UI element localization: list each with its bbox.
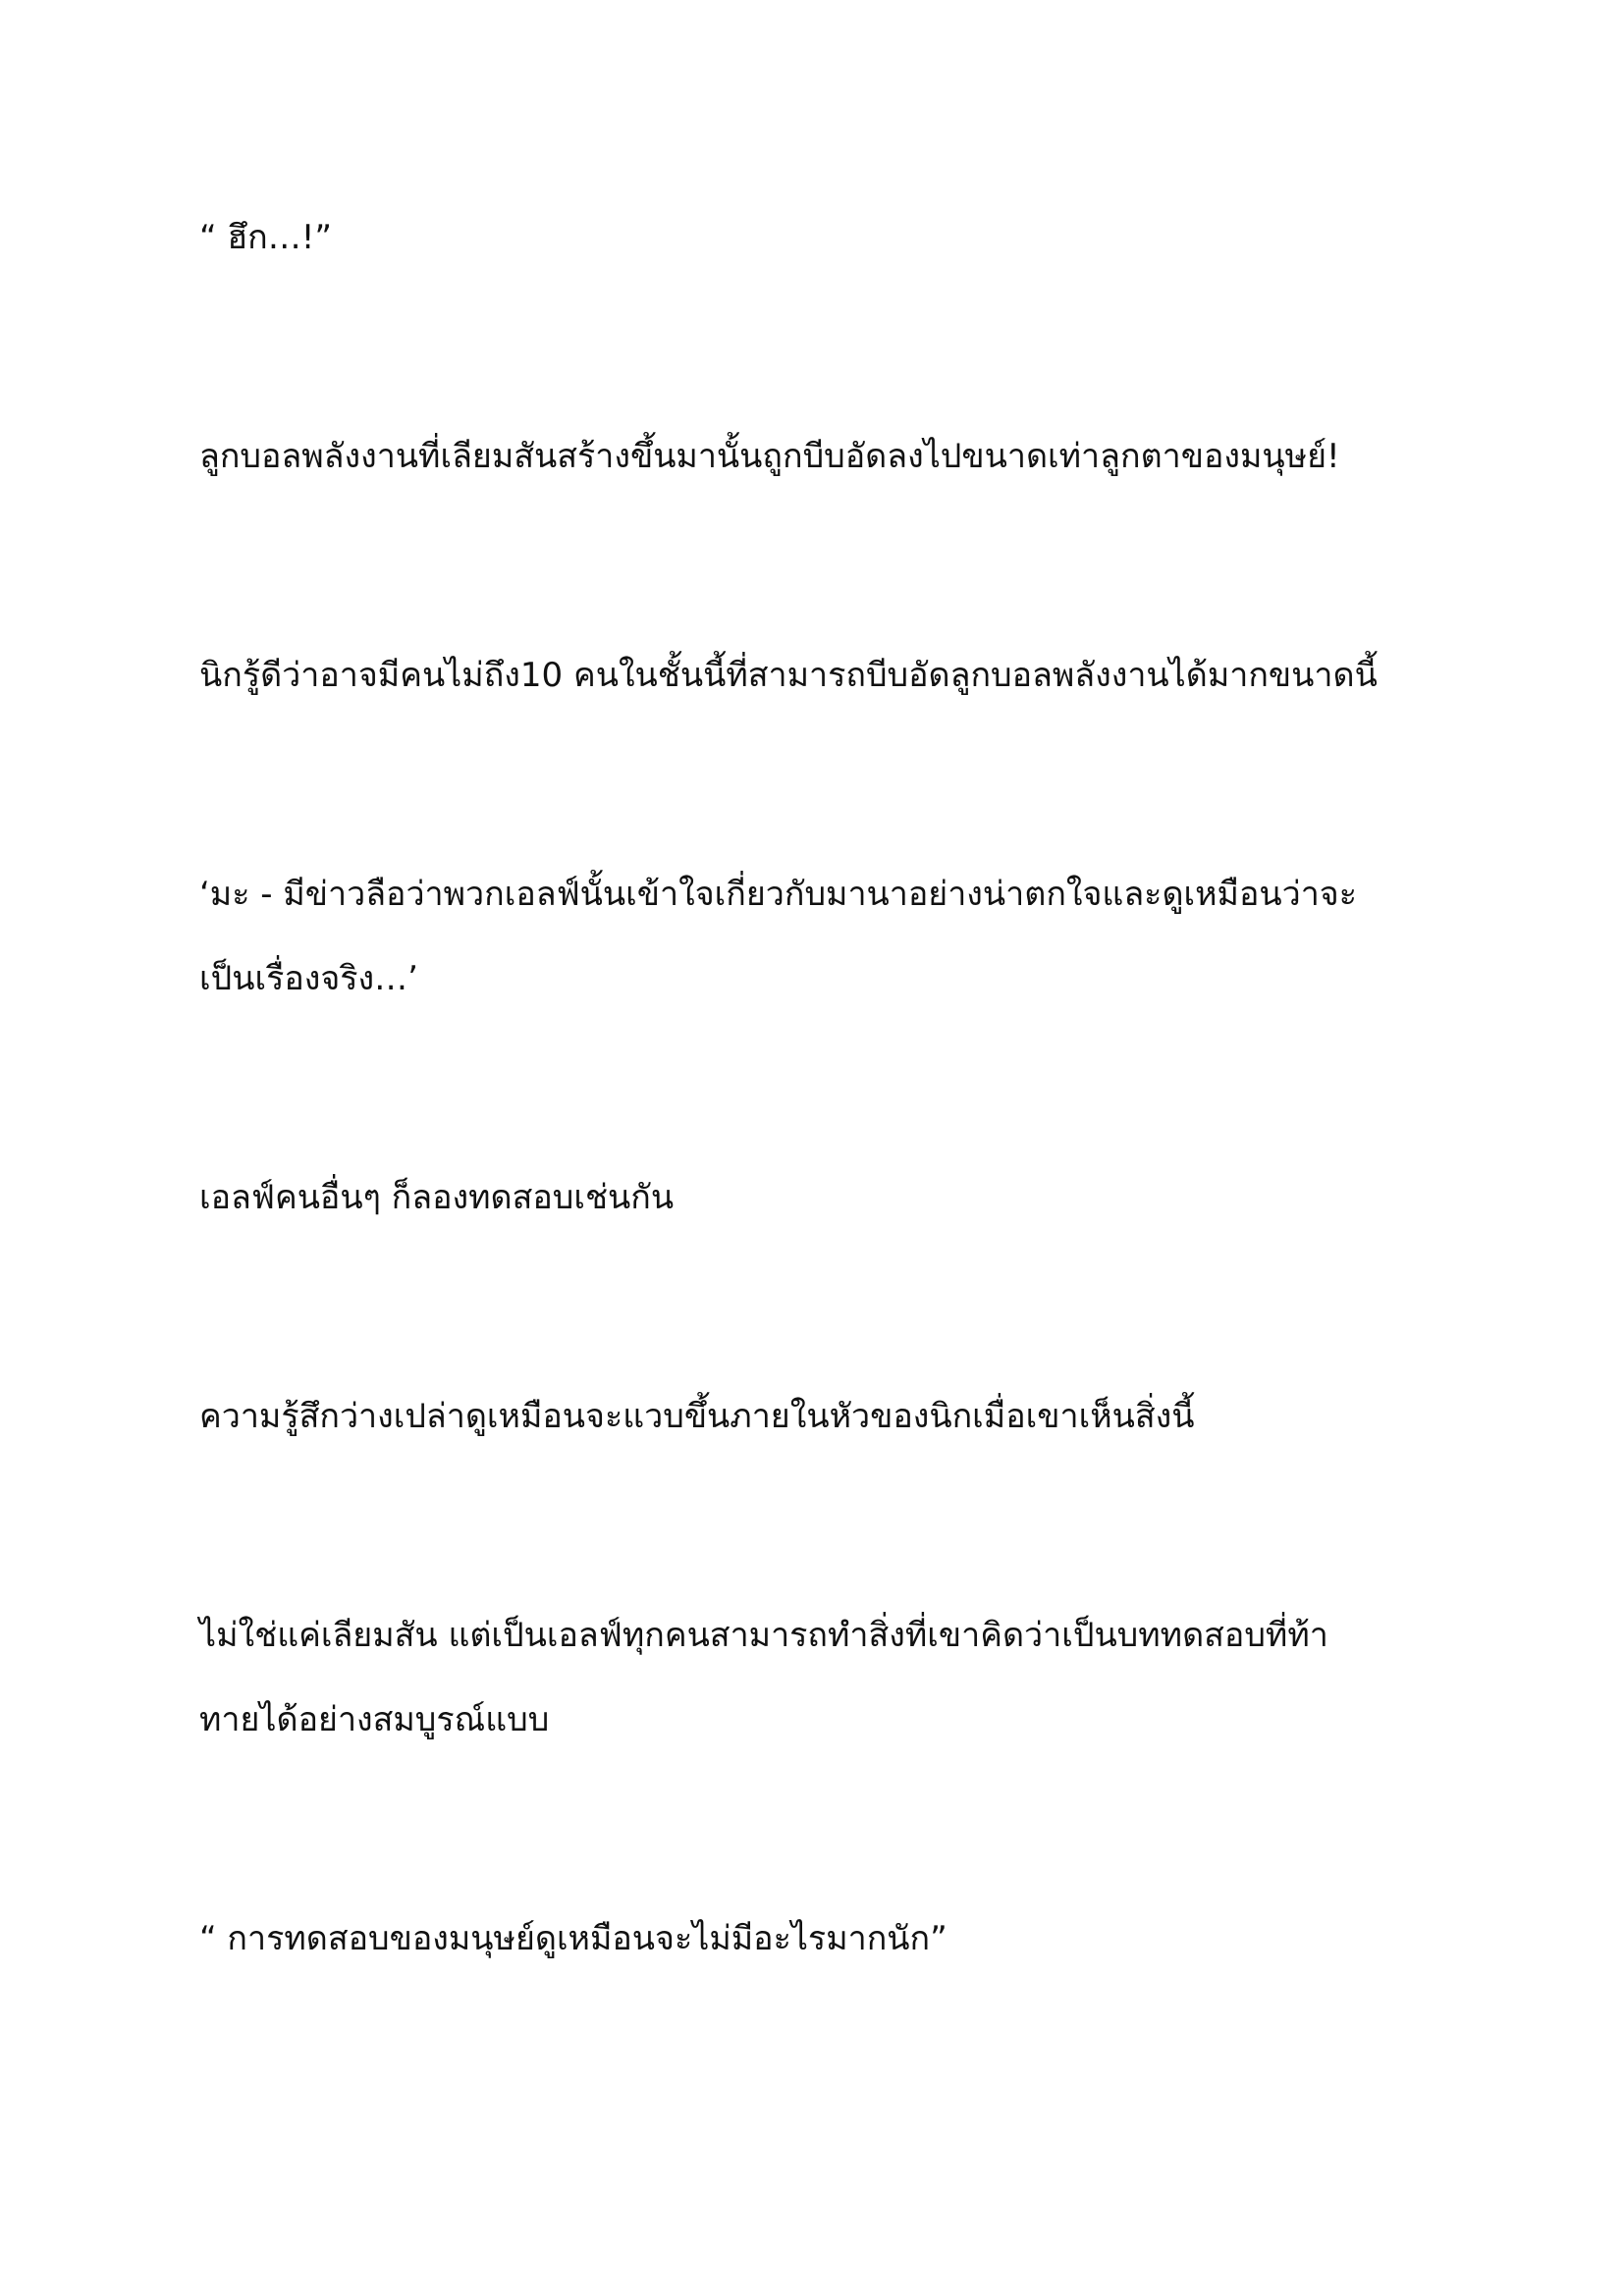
paragraph-line: เป็นเรื่องจริง…’ <box>199 959 418 998</box>
paragraph-2 <box>199 414 1436 499</box>
paragraph-4 <box>199 852 1436 1021</box>
paragraph-line: ทายได้อย่างสมบูรณ์แบบ <box>199 1700 550 1739</box>
paragraph-3 <box>199 633 1436 718</box>
paragraph-line: “ การทดสอบของมนุษย์ดูเหมือนจะไม่มีอะไรมากนัก” <box>199 1919 947 1958</box>
paragraph-1 <box>199 195 1436 280</box>
paragraph-6 <box>199 1374 1436 1459</box>
paragraph-7 <box>199 1593 1436 1762</box>
paragraph-line: ลูกบอลพลังงานที่เลียมสันสร้างขึ้นมานั้นถูกบีบอัดลงไปขนาดเท่าลูกตาของมนุษย์! <box>199 437 1340 476</box>
paragraph-line: ‘มะ - มีข่าวลือว่าพวกเอลฟ์นั้นเข้าใจเกี่ยวกับมานาอย่างน่าตกใจและดูเหมือนว่าจะ <box>199 875 1357 914</box>
paragraph-8 <box>199 1896 1436 1981</box>
paragraph-line: เอลฟ์คนอื่นๆ ก็ลองทดสอบเช่นกัน <box>199 1178 675 1217</box>
paragraph-line: ความรู้สึกว่างเปล่าดูเหมือนจะแวบขึ้นภายในหัวของนิกเมื่อเขาเห็นสิ่งนี้ <box>199 1397 1195 1436</box>
paragraph-line: ไม่ใช่แค่เลียมสัน แต่เป็นเอลฟ์ทุกคนสามารถทำสิ่งที่เขาคิดว่าเป็นบททดสอบที่ท้า <box>199 1616 1328 1655</box>
paragraph-line: นิกรู้ดีว่าอาจมีคนไม่ถึง10 คนในชั้นนี้ที่สามารถบีบอัดลูกบอลพลังงานได้มากขนาดนี้ <box>199 656 1378 695</box>
paragraph-5 <box>199 1155 1436 1240</box>
paragraph-line: “ ฮึก…!” <box>199 218 333 257</box>
